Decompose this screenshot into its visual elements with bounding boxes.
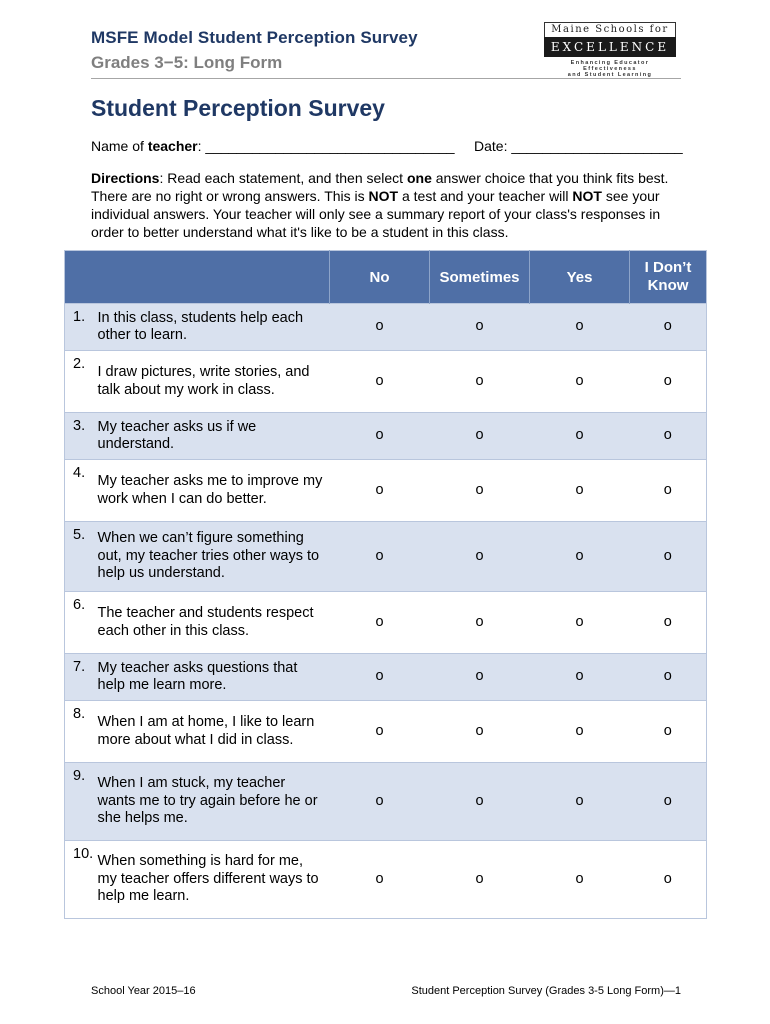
answer-option-i-dont-know[interactable]: o — [630, 841, 707, 919]
answer-option-sometimes[interactable]: o — [430, 592, 530, 654]
answer-option-yes[interactable]: o — [530, 351, 630, 413]
directions-text — [91, 169, 676, 241]
answer-option-no[interactable]: o — [330, 841, 430, 919]
logo-top-text: Maine Schools for — [544, 22, 676, 37]
question-statement: My teacher asks me to improve my work when I can do better. — [98, 460, 330, 522]
logo-main-text: EXCELLENCE — [544, 37, 676, 57]
column-header-yes: Yes — [530, 251, 630, 304]
question-statement: When I am at home, I like to learn more about what I did in class. — [98, 701, 330, 763]
answer-option-i-dont-know[interactable]: o — [630, 592, 707, 654]
answer-option-yes[interactable]: o — [530, 841, 630, 919]
question-statement: My teacher asks us if we understand. — [98, 413, 330, 460]
answer-option-yes[interactable]: o — [530, 701, 630, 763]
logo-tagline-2: and Student Learning — [567, 72, 653, 78]
teacher-name-blank[interactable]: : ________________________________ — [197, 138, 455, 154]
answer-option-no[interactable]: o — [330, 592, 430, 654]
survey-row — [65, 701, 707, 763]
header-title: MSFE Model Student Perception Survey — [91, 28, 418, 47]
answer-option-i-dont-know[interactable]: o — [630, 654, 707, 701]
directions-part: answer choice that you think fits best. There are no right or wrong answers. This is — [91, 170, 669, 204]
header-divider — [91, 78, 681, 79]
answer-option-i-dont-know[interactable]: o — [630, 522, 707, 592]
answer-option-sometimes[interactable]: o — [430, 413, 530, 460]
answer-option-i-dont-know[interactable]: o — [630, 763, 707, 841]
question-statement: When I am stuck, my teacher wants me to try again before he or she helps me. — [98, 763, 330, 841]
table-header-row — [65, 251, 707, 304]
column-header-i-dont-know: I Don’t Know — [630, 251, 707, 304]
question-number: 8. — [65, 701, 98, 763]
answer-option-no[interactable]: o — [330, 701, 430, 763]
directions-emphasis: one — [406, 170, 432, 186]
answer-option-yes[interactable]: o — [530, 413, 630, 460]
question-statement: The teacher and students respect each other in this class. — [98, 592, 330, 654]
answer-option-yes[interactable]: o — [530, 763, 630, 841]
name-date-line — [91, 138, 683, 154]
question-statement: When something is hard for me, my teacher offers different ways to help me learn. — [98, 841, 330, 919]
survey-row — [65, 413, 707, 460]
question-statement: When we can’t figure something out, my teacher tries other ways to help us understand. — [98, 522, 330, 592]
answer-option-sometimes[interactable]: o — [430, 841, 530, 919]
answer-option-no[interactable]: o — [330, 304, 430, 351]
survey-row — [65, 763, 707, 841]
answer-option-sometimes[interactable]: o — [430, 460, 530, 522]
survey-row — [65, 654, 707, 701]
question-number: 10. — [65, 841, 98, 919]
answer-option-i-dont-know[interactable]: o — [630, 460, 707, 522]
survey-row — [65, 522, 707, 592]
answer-option-no[interactable]: o — [330, 351, 430, 413]
directions-emphasis: NOT — [368, 188, 399, 204]
logo-tagline-1: Enhancing Educator Effectiveness — [570, 60, 650, 72]
footer-school-year: School Year 2015–16 — [91, 985, 196, 997]
survey-row — [65, 460, 707, 522]
survey-row — [65, 351, 707, 413]
directions-lead: Directions — [91, 170, 160, 186]
answer-option-yes[interactable]: o — [530, 592, 630, 654]
answer-option-i-dont-know[interactable]: o — [630, 413, 707, 460]
survey-body — [65, 304, 707, 919]
survey-row — [65, 841, 707, 919]
answer-option-no[interactable]: o — [330, 413, 430, 460]
answer-option-no[interactable]: o — [330, 522, 430, 592]
question-statement: I draw pictures, write stories, and talk about my work in class. — [98, 351, 330, 413]
teacher-label: Name of — [91, 138, 148, 154]
footer-page-label: Student Perception Survey (Grades 3-5 Long Form)—1 — [411, 985, 681, 997]
answer-option-yes[interactable]: o — [530, 522, 630, 592]
answer-option-no[interactable]: o — [330, 460, 430, 522]
answer-option-no[interactable]: o — [330, 654, 430, 701]
directions-emphasis: NOT — [572, 188, 602, 204]
maine-schools-logo — [544, 22, 676, 78]
question-number: 2. — [65, 351, 98, 413]
teacher-label-bold: teacher — [147, 138, 198, 154]
answer-option-no[interactable]: o — [330, 763, 430, 841]
answer-option-yes[interactable]: o — [530, 304, 630, 351]
answer-option-i-dont-know[interactable]: o — [630, 701, 707, 763]
answer-option-sometimes[interactable]: o — [430, 763, 530, 841]
answer-option-sometimes[interactable]: o — [430, 701, 530, 763]
directions-part: see your individual answers. Your teacher will only see a summary report of your class's responses in order to better understand what it's like to be a student in this class. — [91, 188, 661, 240]
question-number: 5. — [65, 522, 98, 592]
page-title: Student Perception Survey — [91, 95, 385, 121]
answer-option-sometimes[interactable]: o — [430, 351, 530, 413]
answer-option-sometimes[interactable]: o — [430, 522, 530, 592]
date-blank[interactable]: Date: ______________________ — [454, 138, 683, 154]
question-number: 9. — [65, 763, 98, 841]
question-statement: My teacher asks questions that help me learn more. — [98, 654, 330, 701]
survey-table — [64, 250, 707, 919]
column-header-no: No — [330, 251, 430, 304]
answer-option-i-dont-know[interactable]: o — [630, 304, 707, 351]
answer-option-sometimes[interactable]: o — [430, 654, 530, 701]
answer-option-yes[interactable]: o — [530, 654, 630, 701]
directions-part: : Read each statement, and then select — [159, 170, 407, 186]
question-number: 1. — [65, 304, 98, 351]
survey-row — [65, 304, 707, 351]
answer-option-yes[interactable]: o — [530, 460, 630, 522]
header-blank-cell — [65, 251, 330, 304]
question-number: 3. — [65, 413, 98, 460]
question-number: 7. — [65, 654, 98, 701]
survey-row — [65, 592, 707, 654]
answer-option-i-dont-know[interactable]: o — [630, 351, 707, 413]
answer-option-sometimes[interactable]: o — [430, 304, 530, 351]
column-header-sometimes: Sometimes — [430, 251, 530, 304]
directions-part: a test and your teacher will — [398, 188, 573, 204]
header-subtitle: Grades 3−5: Long Form — [91, 53, 283, 72]
question-number: 6. — [65, 592, 98, 654]
question-statement: In this class, students help each other to learn. — [98, 304, 330, 351]
question-number: 4. — [65, 460, 98, 522]
